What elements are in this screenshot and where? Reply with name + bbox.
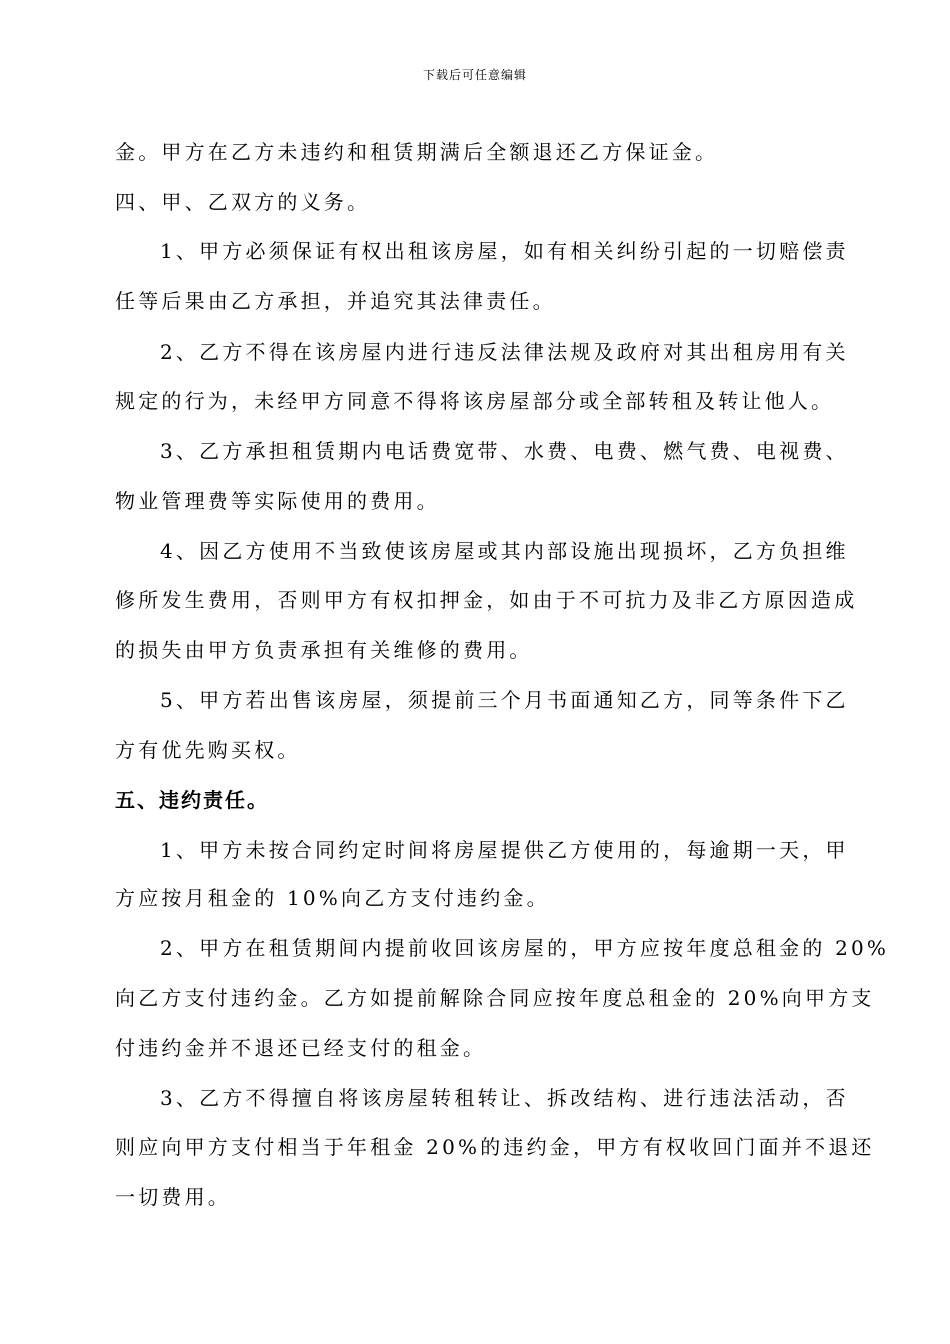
text-line: 2、乙方不得在该房屋内进行违反法律法规及政府对其出租房用有关	[160, 340, 849, 364]
text-line: 任等后果由乙方承担，并追究其法律责任。	[115, 289, 556, 313]
text-line: 4、因乙方使用不当致使该房屋或其内部设施出现损坏，乙方负担维	[160, 539, 849, 563]
text-line: 付违约金并不退还已经支付的租金。	[115, 1036, 487, 1060]
text-line: 方有优先购买权。	[115, 738, 301, 762]
text-line: 3、乙方承担租赁期内电话费宽带、水费、电费、燃气费、电视费、	[160, 439, 849, 463]
text-line: 1、甲方未按合同约定时间将房屋提供乙方使用的，每逾期一天，甲	[160, 838, 849, 862]
page-header: 下载后可任意编辑	[422, 68, 527, 82]
text-line: 修所发生费用，否则甲方有权扣押金，如由于不可抗力及非乙方原因造成	[115, 588, 858, 612]
text-line: 则应向甲方支付相当于年租金 20%的违约金，甲方有权收回门面并不退还	[115, 1135, 875, 1159]
text-line: 方应按月租金的 10%向乙方支付违约金。	[115, 886, 550, 910]
text-line: 物业管理费等实际使用的费用。	[115, 489, 440, 513]
section-heading-bold: 五、违约责任。	[115, 788, 269, 812]
text-line: 一切费用。	[115, 1185, 231, 1209]
text-line: 规定的行为，未经甲方同意不得将该房屋部分或全部转租及转让他人。	[115, 389, 835, 413]
text-line: 5、甲方若出售该房屋，须提前三个月书面通知乙方，同等条件下乙	[160, 688, 849, 712]
text-line: 向乙方支付违约金。乙方如提前解除合同应按年度总租金的 20%向甲方支	[115, 986, 875, 1010]
text-line: 3、乙方不得擅自将该房屋转租转让、拆改结构、进行违法活动，否	[160, 1086, 849, 1110]
text-line: 1、甲方必须保证有权出租该房屋，如有相关纠纷引起的一切赔偿责	[160, 239, 849, 263]
text-line: 2、甲方在租赁期间内提前收回该房屋的，甲方应按年度总租金的 20%	[160, 936, 890, 960]
text-line: 的损失由甲方负责承担有关维修的费用。	[115, 638, 533, 662]
text-line: 金。甲方在乙方未违约和租赁期满后全额退还乙方保证金。	[115, 140, 719, 164]
section-heading: 四、甲、乙双方的义务。	[115, 190, 371, 214]
